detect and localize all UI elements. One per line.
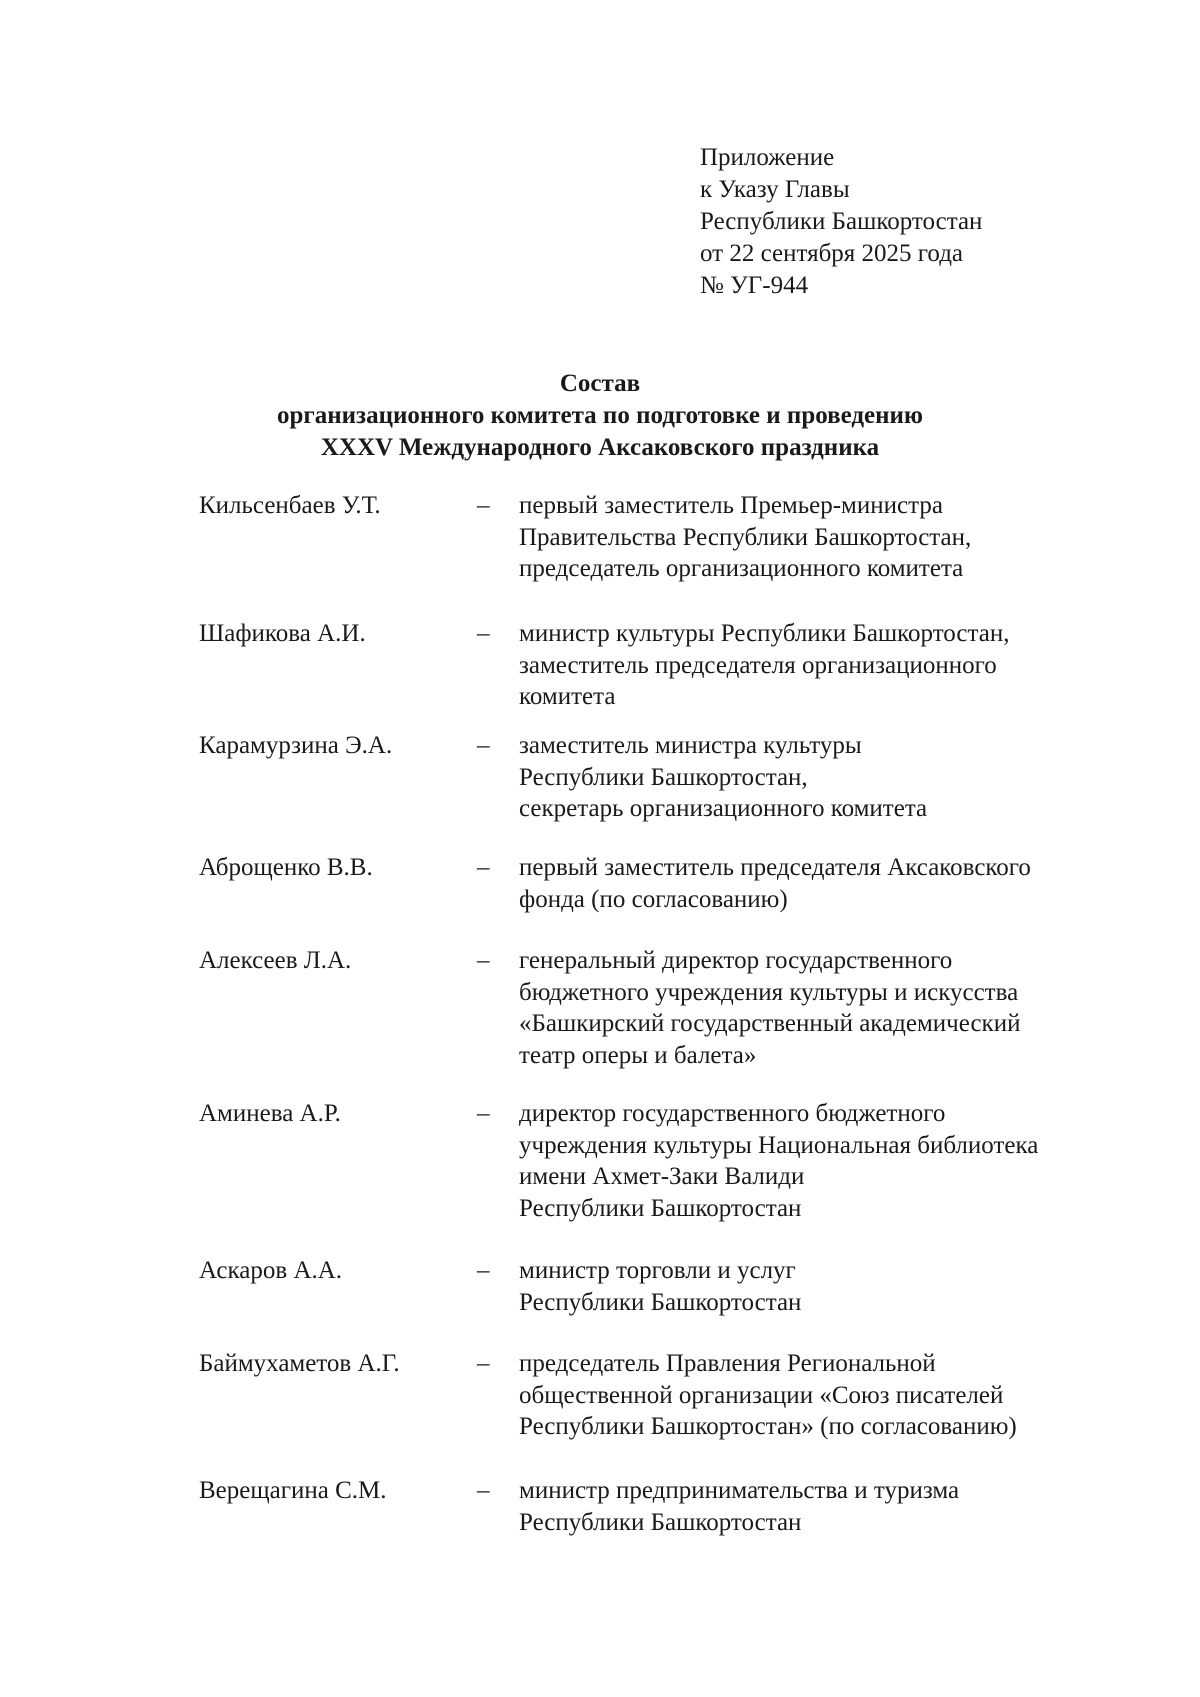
member-role-line: Республики Башкортостан bbox=[519, 1508, 802, 1536]
member-dash: – bbox=[477, 492, 490, 519]
member-role bbox=[519, 852, 1099, 915]
member-name: Аскаров А.А. bbox=[199, 1257, 343, 1284]
member-role bbox=[519, 1475, 1099, 1538]
member-role-line: первый заместитель председателя Аксаковского bbox=[519, 854, 1031, 881]
member-role bbox=[519, 1255, 1099, 1318]
title-line: организационного комитета по подготовке и проведению bbox=[276, 402, 924, 429]
member-role-line: министр торговли и услуг bbox=[519, 1257, 796, 1284]
member-role-line: заместитель председателя организационного bbox=[519, 651, 997, 679]
member-role-line: заместитель министра культуры bbox=[519, 732, 862, 759]
member-name: Аминева А.Р. bbox=[199, 1100, 341, 1127]
member-role-line: министр культуры Республики Башкортостан, bbox=[519, 620, 1010, 647]
appendix-block bbox=[700, 142, 982, 302]
member-name: Шафикова А.И. bbox=[199, 620, 366, 647]
member-role-line: общественной организации «Союз писателей bbox=[519, 1381, 1004, 1409]
member-role-line: бюджетного учреждения культуры и искусства bbox=[519, 978, 1019, 1006]
member-role bbox=[519, 1098, 1099, 1224]
appendix-line: к Указу Главы bbox=[700, 176, 850, 203]
appendix-line: Республики Башкортостан bbox=[700, 208, 983, 235]
member-role-line: первый заместитель Премьер-министра bbox=[519, 492, 943, 519]
member-dash: – bbox=[477, 1100, 490, 1127]
member-role-line: комитета bbox=[519, 683, 616, 710]
member-role bbox=[519, 1348, 1099, 1443]
member-role-line: секретарь организационного комитета bbox=[519, 795, 928, 822]
member-dash: – bbox=[477, 854, 490, 881]
member-dash: – bbox=[477, 1257, 490, 1284]
member-role-line: председатель Правления Региональной bbox=[519, 1350, 936, 1377]
member-role bbox=[519, 945, 1099, 1071]
member-role bbox=[519, 490, 1099, 585]
member-role-line: Республики Башкортостан bbox=[519, 1288, 802, 1316]
member-role-line: фонда (по согласованию) bbox=[519, 885, 788, 913]
member-role-line: директор государственного бюджетного bbox=[519, 1100, 946, 1127]
appendix-line: Приложение bbox=[700, 144, 835, 171]
member-role-line: учреждения культуры Национальная библиотека bbox=[519, 1131, 1039, 1159]
member-name: Карамурзина Э.А. bbox=[199, 732, 393, 759]
member-name: Алексеев Л.А. bbox=[199, 947, 352, 974]
member-role-line: Правительства Республики Башкортостан, bbox=[519, 523, 972, 551]
member-dash: – bbox=[477, 1477, 490, 1504]
appendix-line: № УГ-944 bbox=[700, 272, 809, 299]
member-name: Аброщенко В.В. bbox=[199, 854, 373, 881]
member-name: Верещагина С.М. bbox=[199, 1477, 387, 1504]
title-line: Состав bbox=[559, 370, 641, 397]
member-dash: – bbox=[477, 947, 490, 974]
member-dash: – bbox=[477, 1350, 490, 1377]
member-role bbox=[519, 618, 1099, 713]
member-role-line: Республики Башкортостан» (по согласованию) bbox=[519, 1413, 1017, 1440]
member-role-line: генеральный директор государственного bbox=[519, 947, 953, 974]
member-dash: – bbox=[477, 732, 490, 759]
member-dash: – bbox=[477, 620, 490, 647]
member-role bbox=[519, 730, 1099, 825]
member-role-line: председатель организационного комитета bbox=[519, 555, 964, 582]
member-name: Кильсенбаев У.Т. bbox=[199, 492, 381, 519]
member-role-line: Республики Башкортостан bbox=[519, 1194, 802, 1222]
title-line: XXXV Международного Аксаковского праздника bbox=[320, 434, 880, 461]
member-role-line: «Башкирский государственный академический bbox=[519, 1010, 1021, 1037]
document-title bbox=[0, 368, 1200, 464]
member-role-line: министр предпринимательства и туризма bbox=[519, 1477, 960, 1504]
member-role-line: Республики Башкортостан, bbox=[519, 763, 808, 791]
member-name: Баймухаметов А.Г. bbox=[199, 1350, 400, 1377]
member-role-line: имени Ахмет-Заки Валиди bbox=[519, 1163, 805, 1190]
appendix-line: от 22 сентября 2025 года bbox=[700, 240, 964, 267]
member-role-line: театр оперы и балета» bbox=[519, 1041, 757, 1069]
